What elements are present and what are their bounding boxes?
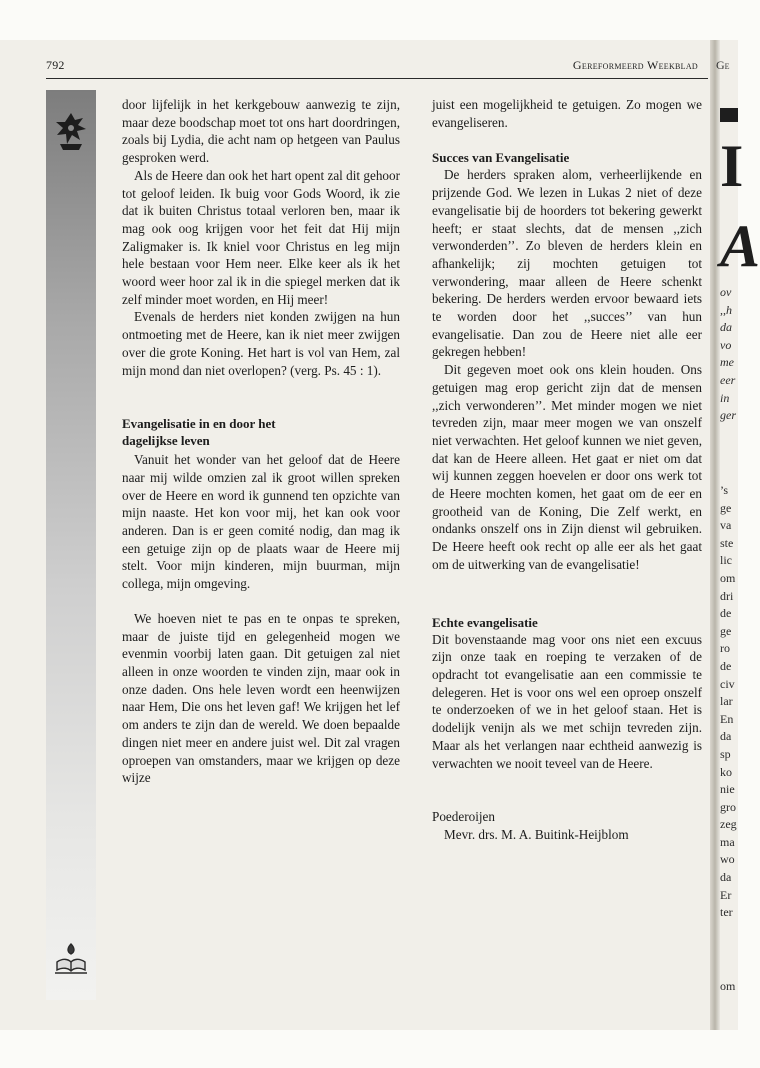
next-page-line: ’s [720,483,729,497]
next-page-drop-letter: I [720,133,744,199]
paragraph: Vanuit het wonder van het geloof dat de Heere naar mij wilde omzien zal ik groot willen spreken over de Heere en word ik gunnend ten opzichte van mijn naaste. Het kon voor mij, het kan ook voor anderen. Dan is er geen comité nodig, dan mag ik een getuige zijn op de plaats waar de Heere mij stelt. Voor mijn kinderen, mijn buurman, mijn collega, mijn omgeving. [122,452,400,592]
next-page-line: ov [720,285,732,299]
next-page-line: ger [720,408,736,423]
shepherd-ornament-icon [52,110,90,154]
next-page-line: ko [720,764,732,779]
running-head-next-page: Ge [716,58,730,72]
paragraph: Als de Heere dan ook het hart opent zal dit gehoor tot geloof leiden. Ik buig voor Gods Woord, ik zie dat ik buiten Christus totaal verloren ben, maar ik mag ook oog krijgen voor het feit dat Hij mijn Zaligmaker is. Ik kniel voor Christus en leg mijn hele bestaan voor Hem neer. Elke keer als ik het woord weer hoor zal ik in die spiegel merken dat ik zelf minder moet worden, en Hij meer! [122,167,400,307]
paragraph: De herders spraken alom, verheerlijkende en prijzende God. We lezen in Lukas 2 niet of deze evangelisatie bij de hoorders tot bekering gewerkt heeft; er staat slechts, dat de mensen ,,zich verwonderden’’. Zo bleven de herders klein en afhankelijk; zij mochten getuigen tot verwondering, maar alleen de Heere schenkt bekering. De herders werden ervoor bewaard iets te worden door het ,,succes’’ van hun evangelisatie. Dan zou de Heere niet alle eer gekregen hebben! [432,167,702,360]
next-page-line: da [720,870,732,885]
page-number: 792 [46,58,65,72]
author-place: Poederoijen [432,809,495,825]
section-heading: Echte evangelisatie [432,614,538,630]
paragraph: juist een mogelijkheid te getuigen. Zo mogen we evangeliseren. [432,97,702,130]
next-page-intro-lines [720,284,736,425]
next-page-line: da [720,729,732,744]
next-page-line: in [720,390,730,405]
next-page-line: sp [720,746,731,761]
next-page-drop-letter: A [720,213,760,279]
next-page-line: om [720,979,736,993]
next-page-line: eer [720,372,736,387]
next-page-line: ,,h [720,302,732,317]
author-signature [432,808,702,843]
section-heading: Succes van Evangelisatie [432,150,570,166]
paragraph: Dit bovenstaande mag voor ons niet een excuus zijn onze taak en roeping te verzaken of de opdracht tot evangelisatie aan een commissie te delegeren. Het is voor ons wel een oproep onszelf te onderzoeken of we in het geloof staan. Het is dodelijk venijn als we met schijn tevreden zijn. Maar als het verlangen naar echtheid aanwezig is verwachten we nooit teveel van de Heere. [432,631,702,771]
next-page-line: Er [720,887,732,902]
paragraph: We hoeven niet te pas en te onpas te spreken, maar de juiste tijd en gelegenheid mogen we evenmin voorbij laten gaan. Dit getuigen zal niet alleen in onze woorden te vinden zijn, maar ook in onze daden. Ons hele leven wordt een heenwijzen naar Hem, Die ons het leven gaf! We krijgen het lef om anders te zijn dan de wereld. We doen bepaalde dingen niet meer en andere juist wel. Dit zal vragen oproepen van omstanders, maar we krijgen op deze wijze [122,610,400,786]
article-column-left [122,96,400,787]
next-page-line: lic [720,553,732,568]
next-page-line: ge [720,623,732,638]
next-page-line: nie [720,782,735,797]
next-page-line: om [720,570,736,585]
next-page-title-bar [720,108,738,122]
paragraph: Evenals de herders niet konden zwijgen na hun ontmoeting met de Heere, kan ik niet meer zwijgen over die grote Koning. Het hart is vol van Hem, zal mijn mond dan niet overlopen? (verg. Ps. 45 : 1). [122,309,400,378]
next-page-line: wo [720,852,735,867]
bible-ornament-icon [53,940,89,976]
section-heading: Evangelisatie in en door het dagelijkse leven [122,416,276,449]
next-page-line: ma [720,834,735,849]
next-page-line: ge [720,500,732,515]
next-page-line: va [720,518,732,533]
paragraph: Dit gegeven moet ook ons klein houden. Ons getuigen mag erop gericht zijn dat de mensen ,,zich verwonderen’’. Met minder mogen we niet tevreden zijn, maar meer mogen we van onszelf niet verwachten. Het geloof kunnen we niet geven, dat kan de Heere alleen. Het gaat er niet om dat wij kunnen zeggen hoevelen er door ons werk tot de Heere mochten komen, het gaat om de eer en grootheid van de Koning, Die Zelf werkt, en ondanks onszelf ons in Zijn dienst wil gebruiken. De Heere heeft ook recht op alle eer als het gaat om de uitwerking van de evangelisatie! [432,362,702,572]
next-page-line: vo [720,337,732,352]
next-page-line: de [720,658,732,673]
next-page-line: civ [720,676,735,691]
next-page-line: ro [720,641,730,656]
decorative-sidebar [46,90,96,1000]
next-page-line: dri [720,588,734,603]
next-page-line: ste [720,535,734,550]
next-page-line: ter [720,905,733,920]
next-page-line: lar [720,694,733,709]
next-page-line: me [720,355,734,370]
next-page-line: En [720,711,734,726]
next-page-body-lines [720,482,737,922]
next-page-line: de [720,606,732,621]
next-page-line: gro [720,799,736,814]
article-column-right [432,96,702,844]
book-gutter [710,40,720,1030]
running-head: Gereformeerd Weekblad [572,58,698,72]
header-rule [46,78,708,79]
next-page-line: da [720,320,732,335]
author-name: Mevr. drs. M. A. Buitink-Heijblom [444,826,629,842]
next-page-line: zeg [720,817,737,832]
paragraph: door lijfelijk in het kerkgebouw aanwezig te zijn, maar deze boodschap moet tot ons hart doordringen, zoals bij Lydia, die acht nam op hetgeen van Paulus gesproken werd. [122,97,400,166]
next-page-edge [720,96,760,1026]
